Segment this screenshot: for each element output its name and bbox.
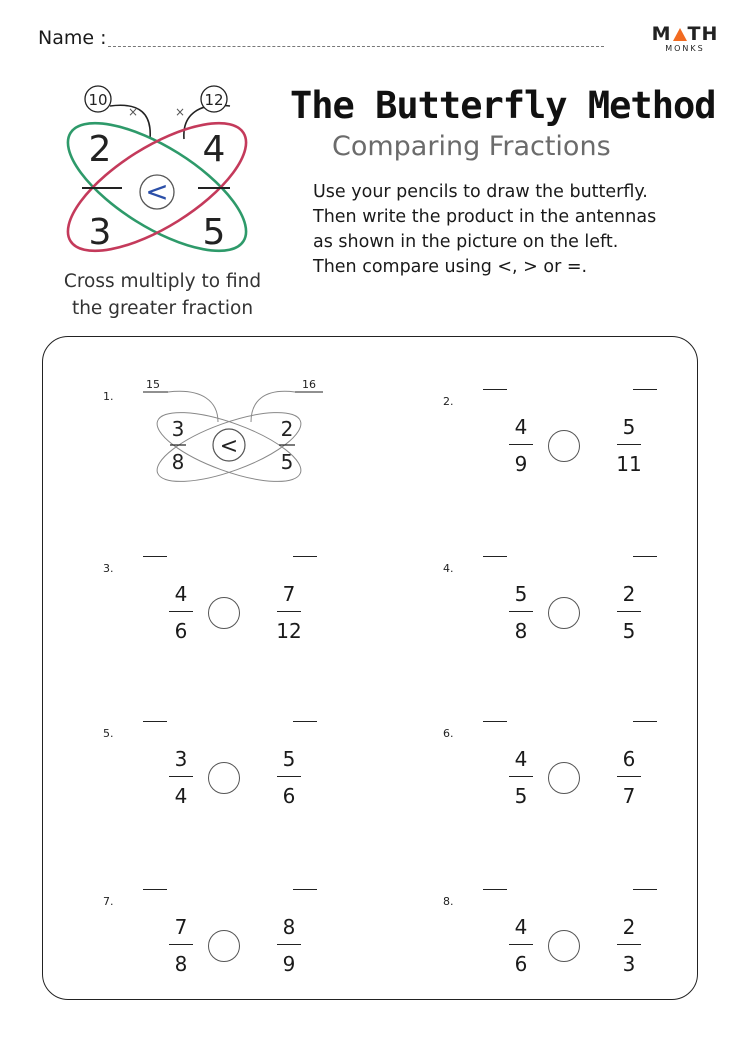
numerator: 8 <box>282 915 296 939</box>
comparison-circle[interactable] <box>208 930 240 962</box>
solved-symbol: < <box>219 434 239 459</box>
problem-number: 1. <box>103 390 114 403</box>
left-fraction <box>501 582 541 643</box>
page-title: The Butterfly Method <box>290 84 716 127</box>
logo-triangle-icon <box>673 28 687 41</box>
numerator: 2 <box>622 582 636 606</box>
right-fraction <box>609 747 649 808</box>
logo-text-m: M <box>651 23 672 45</box>
example-left-denominator: 3 <box>88 212 112 253</box>
fraction-bar <box>509 611 533 612</box>
example-right-denominator: 5 <box>202 212 226 253</box>
fraction-bar <box>617 776 641 777</box>
instruction-line: as shown in the picture on the left. <box>313 232 619 252</box>
denominator: 8 <box>514 619 528 643</box>
times-mark-right: × <box>174 105 186 119</box>
solved-left-product: 15 <box>146 378 160 391</box>
denominator: 3 <box>622 952 636 976</box>
example-right-numerator: 4 <box>202 129 226 170</box>
example-butterfly-diagram <box>60 84 280 264</box>
times-mark-left: × <box>127 105 139 119</box>
right-fraction <box>269 915 309 976</box>
comparison-circle[interactable] <box>548 597 580 629</box>
antenna-blank-left[interactable] <box>143 556 167 557</box>
denominator: 12 <box>276 619 302 643</box>
right-fraction <box>269 582 309 643</box>
right-product: 12 <box>204 91 224 109</box>
left-fraction <box>501 415 541 476</box>
fraction-bar <box>617 944 641 945</box>
numerator: 6 <box>622 747 636 771</box>
problem-number: 3. <box>103 562 114 575</box>
antenna-blank-right[interactable] <box>293 721 317 722</box>
solved-left-denominator: 8 <box>171 450 185 474</box>
example-left-numerator: 2 <box>88 129 112 170</box>
denominator: 9 <box>282 952 296 976</box>
numerator: 7 <box>282 582 296 606</box>
antenna-blank-left[interactable] <box>483 889 507 890</box>
instruction-line: Then write the product in the antennas <box>313 207 657 227</box>
antenna-blank-left[interactable] <box>143 721 167 722</box>
name-field-line[interactable] <box>108 46 604 47</box>
problem-3 <box>103 552 343 692</box>
denominator: 5 <box>622 619 636 643</box>
fraction-bar <box>169 776 193 777</box>
fraction-bar <box>509 444 533 445</box>
fraction-bar <box>169 944 193 945</box>
comparison-circle[interactable] <box>548 762 580 794</box>
problem-5 <box>103 717 343 857</box>
problem-4 <box>443 552 683 692</box>
antenna-blank-left[interactable] <box>483 389 507 390</box>
denominator: 9 <box>514 452 528 476</box>
denominator: 7 <box>622 784 636 808</box>
right-fraction <box>269 747 309 808</box>
denominator: 11 <box>616 452 642 476</box>
right-fraction <box>609 915 649 976</box>
numerator: 4 <box>514 747 528 771</box>
fraction-bar <box>169 611 193 612</box>
antenna-blank-right[interactable] <box>293 556 317 557</box>
numerator: 5 <box>514 582 528 606</box>
antenna-blank-left[interactable] <box>143 889 167 890</box>
fraction-bar <box>509 944 533 945</box>
numerator: 3 <box>174 747 188 771</box>
left-product: 10 <box>88 91 108 109</box>
solved-right-product: 16 <box>302 378 316 391</box>
left-fraction <box>161 915 201 976</box>
comparison-circle[interactable] <box>208 597 240 629</box>
caption-line-1: Cross multiply to find <box>63 271 262 292</box>
numerator: 4 <box>514 915 528 939</box>
fraction-bar <box>509 776 533 777</box>
denominator: 6 <box>174 619 188 643</box>
fraction-bar <box>617 444 641 445</box>
problem-2 <box>443 385 683 525</box>
example-symbol: < <box>145 175 169 208</box>
denominator: 8 <box>174 952 188 976</box>
logo-text-th: TH <box>687 23 719 45</box>
left-fraction <box>501 747 541 808</box>
instructions <box>313 180 723 280</box>
antenna-blank-right[interactable] <box>633 556 657 557</box>
antenna-blank-right[interactable] <box>633 889 657 890</box>
comparison-circle[interactable] <box>208 762 240 794</box>
problem-number: 6. <box>443 727 454 740</box>
antenna-blank-right[interactable] <box>633 721 657 722</box>
problem-number: 5. <box>103 727 114 740</box>
problem-number: 7. <box>103 895 114 908</box>
problem-7 <box>103 885 343 1025</box>
denominator: 6 <box>282 784 296 808</box>
antenna-blank-right[interactable] <box>633 389 657 390</box>
numerator: 5 <box>282 747 296 771</box>
solved-butterfly <box>123 352 343 502</box>
example-caption <box>30 268 295 322</box>
math-monks-logo <box>650 24 720 54</box>
problem-8 <box>443 885 683 1025</box>
solved-right-denominator: 5 <box>280 450 294 474</box>
logo-subtext: MONKS <box>665 44 705 53</box>
left-fraction <box>501 915 541 976</box>
problem-number: 8. <box>443 895 454 908</box>
left-fraction <box>161 747 201 808</box>
antenna-blank-left[interactable] <box>483 721 507 722</box>
instruction-line: Use your pencils to draw the butterfly. <box>313 182 648 202</box>
name-label: Name : <box>38 27 107 49</box>
fraction-bar <box>617 611 641 612</box>
problem-number: 4. <box>443 562 454 575</box>
caption-line-2: the greater fraction <box>71 298 254 319</box>
right-fraction <box>609 415 649 476</box>
right-fraction <box>609 582 649 643</box>
antenna-blank-right[interactable] <box>293 889 317 890</box>
numerator: 7 <box>174 915 188 939</box>
left-fraction <box>161 582 201 643</box>
instruction-line: Then compare using <, > or =. <box>313 257 588 277</box>
fraction-bar <box>277 611 301 612</box>
numerator: 2 <box>622 915 636 939</box>
denominator: 4 <box>174 784 188 808</box>
numerator: 4 <box>174 582 188 606</box>
fraction-bar <box>277 776 301 777</box>
solved-right-numerator: 2 <box>280 417 294 441</box>
solved-left-numerator: 3 <box>171 417 185 441</box>
problem-6 <box>443 717 683 857</box>
page-subtitle: Comparing Fractions <box>332 131 611 162</box>
problem-1 <box>103 380 343 520</box>
comparison-circle[interactable] <box>548 930 580 962</box>
numerator: 4 <box>514 415 528 439</box>
fraction-bar <box>277 944 301 945</box>
denominator: 5 <box>514 784 528 808</box>
comparison-circle[interactable] <box>548 430 580 462</box>
problem-number: 2. <box>443 395 454 408</box>
numerator: 5 <box>622 415 636 439</box>
antenna-blank-left[interactable] <box>483 556 507 557</box>
denominator: 6 <box>514 952 528 976</box>
